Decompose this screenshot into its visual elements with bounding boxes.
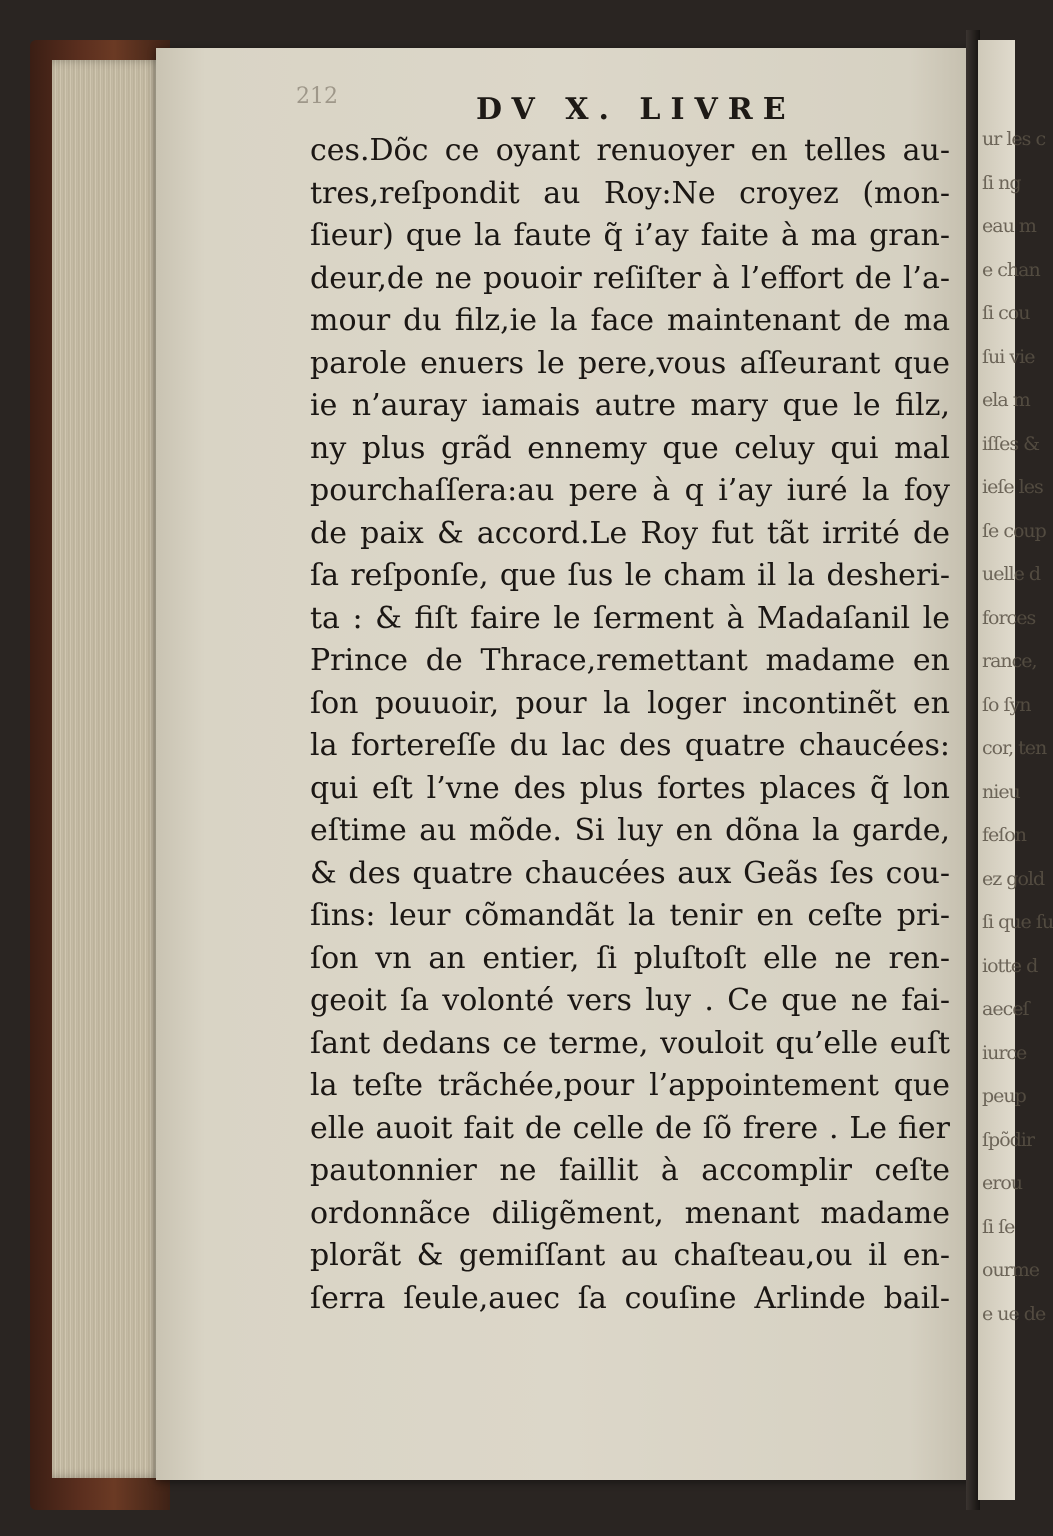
text-line: ſerra ſeule,auec ſa couſine Arlinde bail- xyxy=(310,1280,950,1316)
facing-page-fragment: ſpõdir xyxy=(982,1128,1034,1151)
facing-page-fragment: ſe coup xyxy=(982,519,1046,542)
text-line: ces.Dõc ce oyant renuoyer en telles au- xyxy=(310,133,950,168)
facing-page-fragment: peup xyxy=(982,1085,1026,1107)
text-line: eſtime au mõde. Si luy en dõna la garde, xyxy=(310,813,950,848)
text-line: pautonnier ne faillit à accomplir ceſte xyxy=(310,1153,950,1188)
facing-page-fragment: ſo ſyn xyxy=(982,693,1031,716)
facing-page-fragment: iotte d xyxy=(982,954,1038,977)
facing-page-fragment: e ue de xyxy=(982,1302,1046,1325)
text-line: la fortereſſe du lac des quatre chaucées: xyxy=(310,728,950,763)
facing-page-fragment: ur les c xyxy=(982,128,1046,150)
text-line: ny plus grãd ennemy que celuy qui mal xyxy=(310,430,950,466)
text-line: ordonnãce diligẽment, menant madame xyxy=(310,1195,950,1231)
text-line: parole enuers le pere,vous aſſeurant que xyxy=(310,345,950,381)
text-line: ſa reſponſe, que ſus le cham il la desheri- xyxy=(310,558,950,593)
facing-page-fragment: forces xyxy=(982,606,1036,629)
facing-page-fragment: ieſe les xyxy=(982,476,1043,498)
text-line: qui eſt l’vne des plus fortes places q̃ lon xyxy=(310,770,950,806)
text-line: plorãt & gemiſſant au chaſteau,ou il en- xyxy=(310,1238,950,1273)
facing-page-fragment: iſſes & xyxy=(982,432,1040,455)
text-line: elle auoit fait de celle de ſõ frere . Le fier xyxy=(310,1110,950,1146)
facing-page-fragment: ſi ng xyxy=(982,171,1021,194)
text-line: ſon vn an entier, ſi pluſtoſt elle ne ren- xyxy=(310,940,950,976)
text-line: mour du filz,ie la face maintenant de ma xyxy=(310,303,950,338)
text-line: de paix & accord.Le Roy fut tãt irrité de xyxy=(310,515,950,551)
text-line: ſins: leur cõmandãt la tenir en ceſte pri- xyxy=(310,898,950,933)
text-line: ta : & fiſt faire le ſerment à Madaſanil le xyxy=(310,600,950,636)
facing-page-fragment: e chan xyxy=(982,258,1040,281)
text-line: & des quatre chaucées aux Geãs ſes cou- xyxy=(310,855,950,891)
facing-page-fragment: erou xyxy=(982,1172,1023,1194)
page-edges xyxy=(52,60,164,1478)
facing-page-fragment: cor, ten xyxy=(982,737,1047,759)
running-head: DV X. LIVRE xyxy=(476,92,796,127)
text-line: la teſte trãchée,pour l’appointement que xyxy=(310,1068,950,1103)
page-number: 212 xyxy=(296,84,338,109)
text-line: pourchaſſera:au pere à q i’ay iuré la foy xyxy=(310,473,950,508)
facing-page-edge xyxy=(978,40,1053,1500)
text-block xyxy=(310,130,950,1320)
facing-page-fragment: uelle d xyxy=(982,563,1041,585)
facing-page-fragment: aeceſ xyxy=(982,998,1029,1020)
facing-page-fragment: nieu xyxy=(982,780,1020,803)
facing-page-fragment: ourme xyxy=(982,1259,1040,1281)
facing-page-fragment: feſon xyxy=(982,824,1026,846)
facing-page-fragment: ſi ſe xyxy=(982,1215,1015,1238)
text-line: ſieur) que la faute q̃ i’ay faite à ma gran- xyxy=(310,218,950,253)
facing-page-fragment: rance, xyxy=(982,650,1037,672)
text-line: ſon pouuoir, pour la loger incontinẽt en xyxy=(310,685,950,721)
text-line: geoit ſa volonté vers luy . Ce que ne fai- xyxy=(310,983,950,1018)
text-line: deur,de ne pouoir reſiſter à l’effort de l’a- xyxy=(310,260,950,296)
facing-page-fragment: eau m xyxy=(982,215,1036,237)
text-line: ie n’auray iamais autre mary que le filz, xyxy=(310,388,950,423)
facing-page-fragment: ela m xyxy=(982,389,1030,411)
facing-page-fragment: ſui vie xyxy=(982,345,1035,368)
facing-page-fragment: ſi que ſu xyxy=(982,911,1053,933)
facing-page-fragment: ſi cou xyxy=(982,302,1030,324)
text-line: Prince de Thrace,remettant madame en xyxy=(310,643,950,678)
facing-page-fragment: ez gold xyxy=(982,867,1045,890)
facing-page-fragment: iurce xyxy=(982,1041,1027,1064)
text-line: tres,reſpondit au Roy:Ne croyez (mon- xyxy=(310,175,950,211)
text-line: ſant dedans ce terme, vouloit qu’elle euſt xyxy=(310,1025,950,1061)
